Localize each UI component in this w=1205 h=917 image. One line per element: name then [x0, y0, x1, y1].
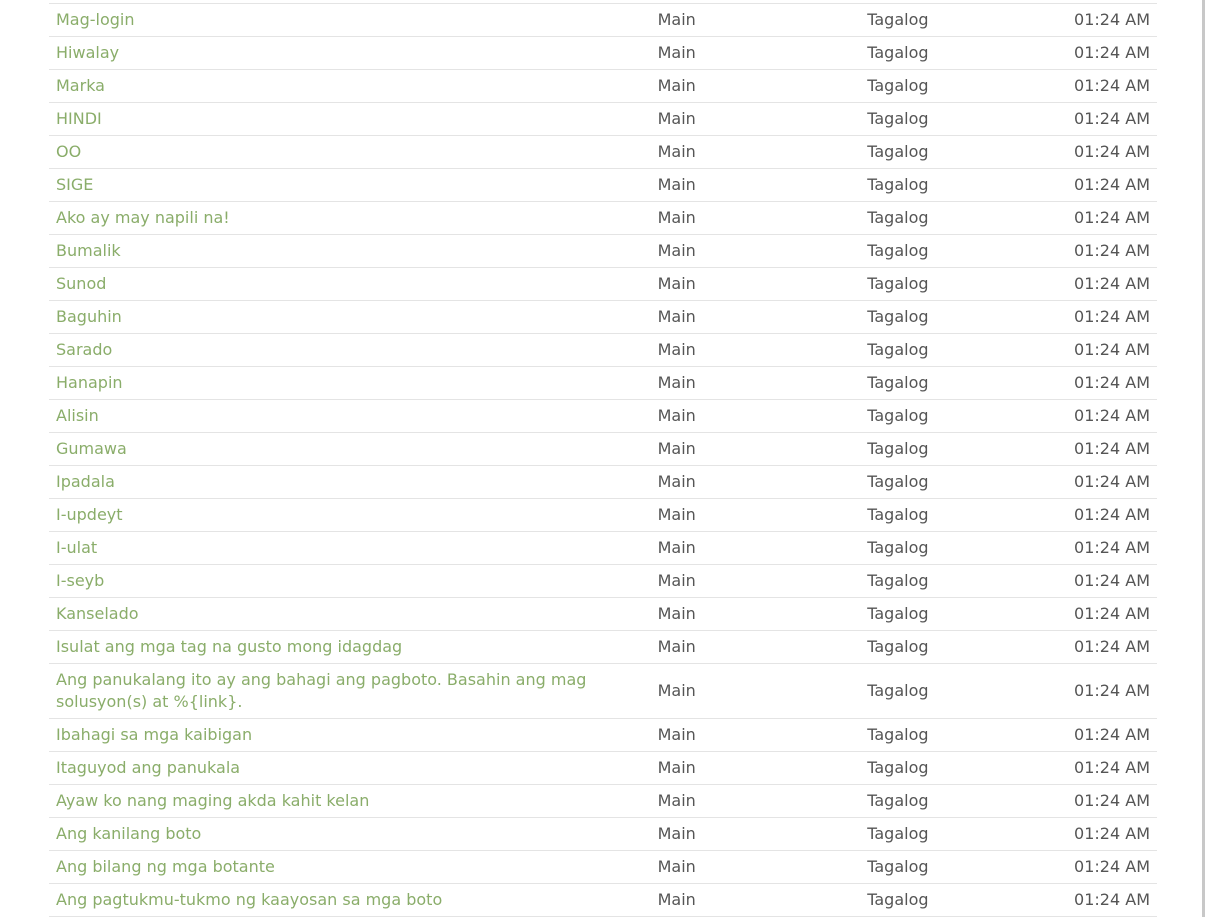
cell-language: Tagalog — [860, 334, 1007, 367]
cell-project: Main — [651, 4, 861, 37]
cell-time: 01:24 AM — [1007, 466, 1157, 499]
cell-time: 01:24 AM — [1007, 752, 1157, 785]
translation-key-link[interactable]: Gumawa — [56, 439, 127, 458]
cell-time: 01:24 AM — [1007, 37, 1157, 70]
translation-key-link[interactable]: Ang panukalang ito ay ang bahagi ang pagboto. Basahin ang mag solusyon(s) at %{link}. — [56, 670, 587, 711]
table-row — [49, 4, 1157, 37]
cell-key — [49, 4, 651, 37]
table-row — [49, 818, 1157, 851]
cell-project: Main — [651, 719, 861, 752]
translation-key-link[interactable]: Baguhin — [56, 307, 122, 326]
table-row — [49, 664, 1157, 719]
table-row — [49, 202, 1157, 235]
translation-key-link[interactable]: Marka — [56, 76, 105, 95]
translation-key-link[interactable]: SIGE — [56, 175, 94, 194]
table-row — [49, 70, 1157, 103]
table-row — [49, 103, 1157, 136]
cell-project: Main — [651, 631, 861, 664]
cell-time: 01:24 AM — [1007, 884, 1157, 917]
table-row — [49, 752, 1157, 785]
cell-language: Tagalog — [860, 136, 1007, 169]
cell-key — [49, 301, 651, 334]
translation-key-link[interactable]: Kanselado — [56, 604, 139, 623]
translation-key-link[interactable]: Mag-login — [56, 10, 135, 29]
cell-time: 01:24 AM — [1007, 818, 1157, 851]
cell-key — [49, 466, 651, 499]
translation-key-link[interactable]: Ipadala — [56, 472, 115, 491]
cell-time: 01:24 AM — [1007, 202, 1157, 235]
cell-time: 01:24 AM — [1007, 851, 1157, 884]
translation-key-link[interactable]: Sarado — [56, 340, 113, 359]
cell-time: 01:24 AM — [1007, 334, 1157, 367]
cell-language: Tagalog — [860, 884, 1007, 917]
table-row — [49, 884, 1157, 917]
cell-time: 01:24 AM — [1007, 785, 1157, 818]
table-row — [49, 466, 1157, 499]
cell-project: Main — [651, 70, 861, 103]
cell-time: 01:24 AM — [1007, 268, 1157, 301]
cell-language: Tagalog — [860, 4, 1007, 37]
translation-key-link[interactable]: I-ulat — [56, 538, 98, 557]
translations-table — [49, 3, 1157, 917]
translation-key-link[interactable]: Ang kanilang boto — [56, 824, 202, 843]
cell-project: Main — [651, 400, 861, 433]
translation-key-link[interactable]: Itaguyod ang panukala — [56, 758, 241, 777]
cell-time: 01:24 AM — [1007, 433, 1157, 466]
cell-language: Tagalog — [860, 367, 1007, 400]
cell-project: Main — [651, 169, 861, 202]
translation-key-link[interactable]: Ayaw ko nang maging akda kahit kelan — [56, 791, 370, 810]
cell-language: Tagalog — [860, 818, 1007, 851]
cell-language: Tagalog — [860, 499, 1007, 532]
cell-language: Tagalog — [860, 433, 1007, 466]
cell-language: Tagalog — [860, 598, 1007, 631]
cell-language: Tagalog — [860, 301, 1007, 334]
table-row — [49, 301, 1157, 334]
cell-key — [49, 785, 651, 818]
cell-time: 01:24 AM — [1007, 367, 1157, 400]
cell-time: 01:24 AM — [1007, 631, 1157, 664]
cell-language: Tagalog — [860, 70, 1007, 103]
cell-key — [49, 136, 651, 169]
cell-time: 01:24 AM — [1007, 301, 1157, 334]
cell-key — [49, 433, 651, 466]
cell-key — [49, 70, 651, 103]
translation-key-link[interactable]: Ang pagtukmu-tukmo ng kaayosan sa mga boto — [56, 890, 443, 909]
translation-key-link[interactable]: Isulat ang mga tag na gusto mong idagdag — [56, 637, 403, 656]
translation-key-link[interactable]: Alisin — [56, 406, 99, 425]
table-row — [49, 598, 1157, 631]
cell-key — [49, 719, 651, 752]
cell-project: Main — [651, 466, 861, 499]
cell-project: Main — [651, 851, 861, 884]
cell-time: 01:24 AM — [1007, 598, 1157, 631]
translation-key-link[interactable]: Ako ay may napili na! — [56, 208, 230, 227]
cell-project: Main — [651, 785, 861, 818]
cell-project: Main — [651, 37, 861, 70]
cell-time: 01:24 AM — [1007, 103, 1157, 136]
table-row — [49, 268, 1157, 301]
cell-key — [49, 598, 651, 631]
cell-key — [49, 37, 651, 70]
cell-language: Tagalog — [860, 103, 1007, 136]
cell-time: 01:24 AM — [1007, 70, 1157, 103]
cell-time: 01:24 AM — [1007, 565, 1157, 598]
cell-key — [49, 664, 651, 719]
cell-time: 01:24 AM — [1007, 499, 1157, 532]
cell-key — [49, 400, 651, 433]
cell-project: Main — [651, 884, 861, 917]
cell-project: Main — [651, 752, 861, 785]
cell-project: Main — [651, 268, 861, 301]
table-row — [49, 851, 1157, 884]
cell-language: Tagalog — [860, 466, 1007, 499]
cell-time: 01:24 AM — [1007, 400, 1157, 433]
translation-key-link[interactable]: Ibahagi sa mga kaibigan — [56, 725, 253, 744]
cell-language: Tagalog — [860, 235, 1007, 268]
cell-time: 01:24 AM — [1007, 4, 1157, 37]
cell-key — [49, 818, 651, 851]
table-row — [49, 433, 1157, 466]
table-row — [49, 334, 1157, 367]
translation-key-link[interactable]: HINDI — [56, 109, 102, 128]
cell-time: 01:24 AM — [1007, 532, 1157, 565]
cell-key — [49, 851, 651, 884]
translation-key-link[interactable]: Bumalik — [56, 241, 121, 260]
table-row — [49, 719, 1157, 752]
cell-key — [49, 631, 651, 664]
table-row — [49, 169, 1157, 202]
cell-project: Main — [651, 235, 861, 268]
cell-language: Tagalog — [860, 719, 1007, 752]
cell-language: Tagalog — [860, 631, 1007, 664]
cell-language: Tagalog — [860, 565, 1007, 598]
translation-key-link[interactable]: Ang bilang ng mga botante — [56, 857, 275, 876]
cell-project: Main — [651, 367, 861, 400]
cell-language: Tagalog — [860, 532, 1007, 565]
cell-project: Main — [651, 818, 861, 851]
cell-key — [49, 235, 651, 268]
cell-project: Main — [651, 202, 861, 235]
cell-project: Main — [651, 565, 861, 598]
translations-table-body — [49, 4, 1157, 917]
cell-key — [49, 367, 651, 400]
cell-key — [49, 499, 651, 532]
translation-key-link[interactable]: OO — [56, 142, 82, 161]
cell-project: Main — [651, 532, 861, 565]
cell-key — [49, 103, 651, 136]
cell-project: Main — [651, 598, 861, 631]
translation-key-link[interactable]: Sunod — [56, 274, 107, 293]
translation-key-link[interactable]: Hanapin — [56, 373, 123, 392]
cell-project: Main — [651, 136, 861, 169]
table-row — [49, 400, 1157, 433]
cell-project: Main — [651, 664, 861, 719]
cell-language: Tagalog — [860, 169, 1007, 202]
cell-project: Main — [651, 334, 861, 367]
cell-key — [49, 752, 651, 785]
cell-time: 01:24 AM — [1007, 719, 1157, 752]
cell-language: Tagalog — [860, 268, 1007, 301]
cell-language: Tagalog — [860, 400, 1007, 433]
cell-time: 01:24 AM — [1007, 664, 1157, 719]
cell-key — [49, 532, 651, 565]
cell-key — [49, 334, 651, 367]
cell-key — [49, 884, 651, 917]
table-row — [49, 235, 1157, 268]
cell-language: Tagalog — [860, 37, 1007, 70]
cell-language: Tagalog — [860, 664, 1007, 719]
cell-time: 01:24 AM — [1007, 235, 1157, 268]
cell-language: Tagalog — [860, 851, 1007, 884]
table-row — [49, 565, 1157, 598]
cell-project: Main — [651, 433, 861, 466]
table-row — [49, 136, 1157, 169]
cell-key — [49, 169, 651, 202]
cell-project: Main — [651, 301, 861, 334]
cell-project: Main — [651, 499, 861, 532]
cell-key — [49, 268, 651, 301]
cell-project: Main — [651, 103, 861, 136]
cell-time: 01:24 AM — [1007, 169, 1157, 202]
cell-time: 01:24 AM — [1007, 136, 1157, 169]
cell-language: Tagalog — [860, 752, 1007, 785]
translation-key-link[interactable]: Hiwalay — [56, 43, 120, 62]
table-row — [49, 785, 1157, 818]
table-row — [49, 532, 1157, 565]
cell-language: Tagalog — [860, 202, 1007, 235]
table-row — [49, 631, 1157, 664]
translation-key-link[interactable]: I-seyb — [56, 571, 105, 590]
table-row — [49, 367, 1157, 400]
translation-key-link[interactable]: I-updeyt — [56, 505, 123, 524]
table-row — [49, 37, 1157, 70]
cell-key — [49, 565, 651, 598]
cell-language: Tagalog — [860, 785, 1007, 818]
table-row — [49, 499, 1157, 532]
cell-key — [49, 202, 651, 235]
